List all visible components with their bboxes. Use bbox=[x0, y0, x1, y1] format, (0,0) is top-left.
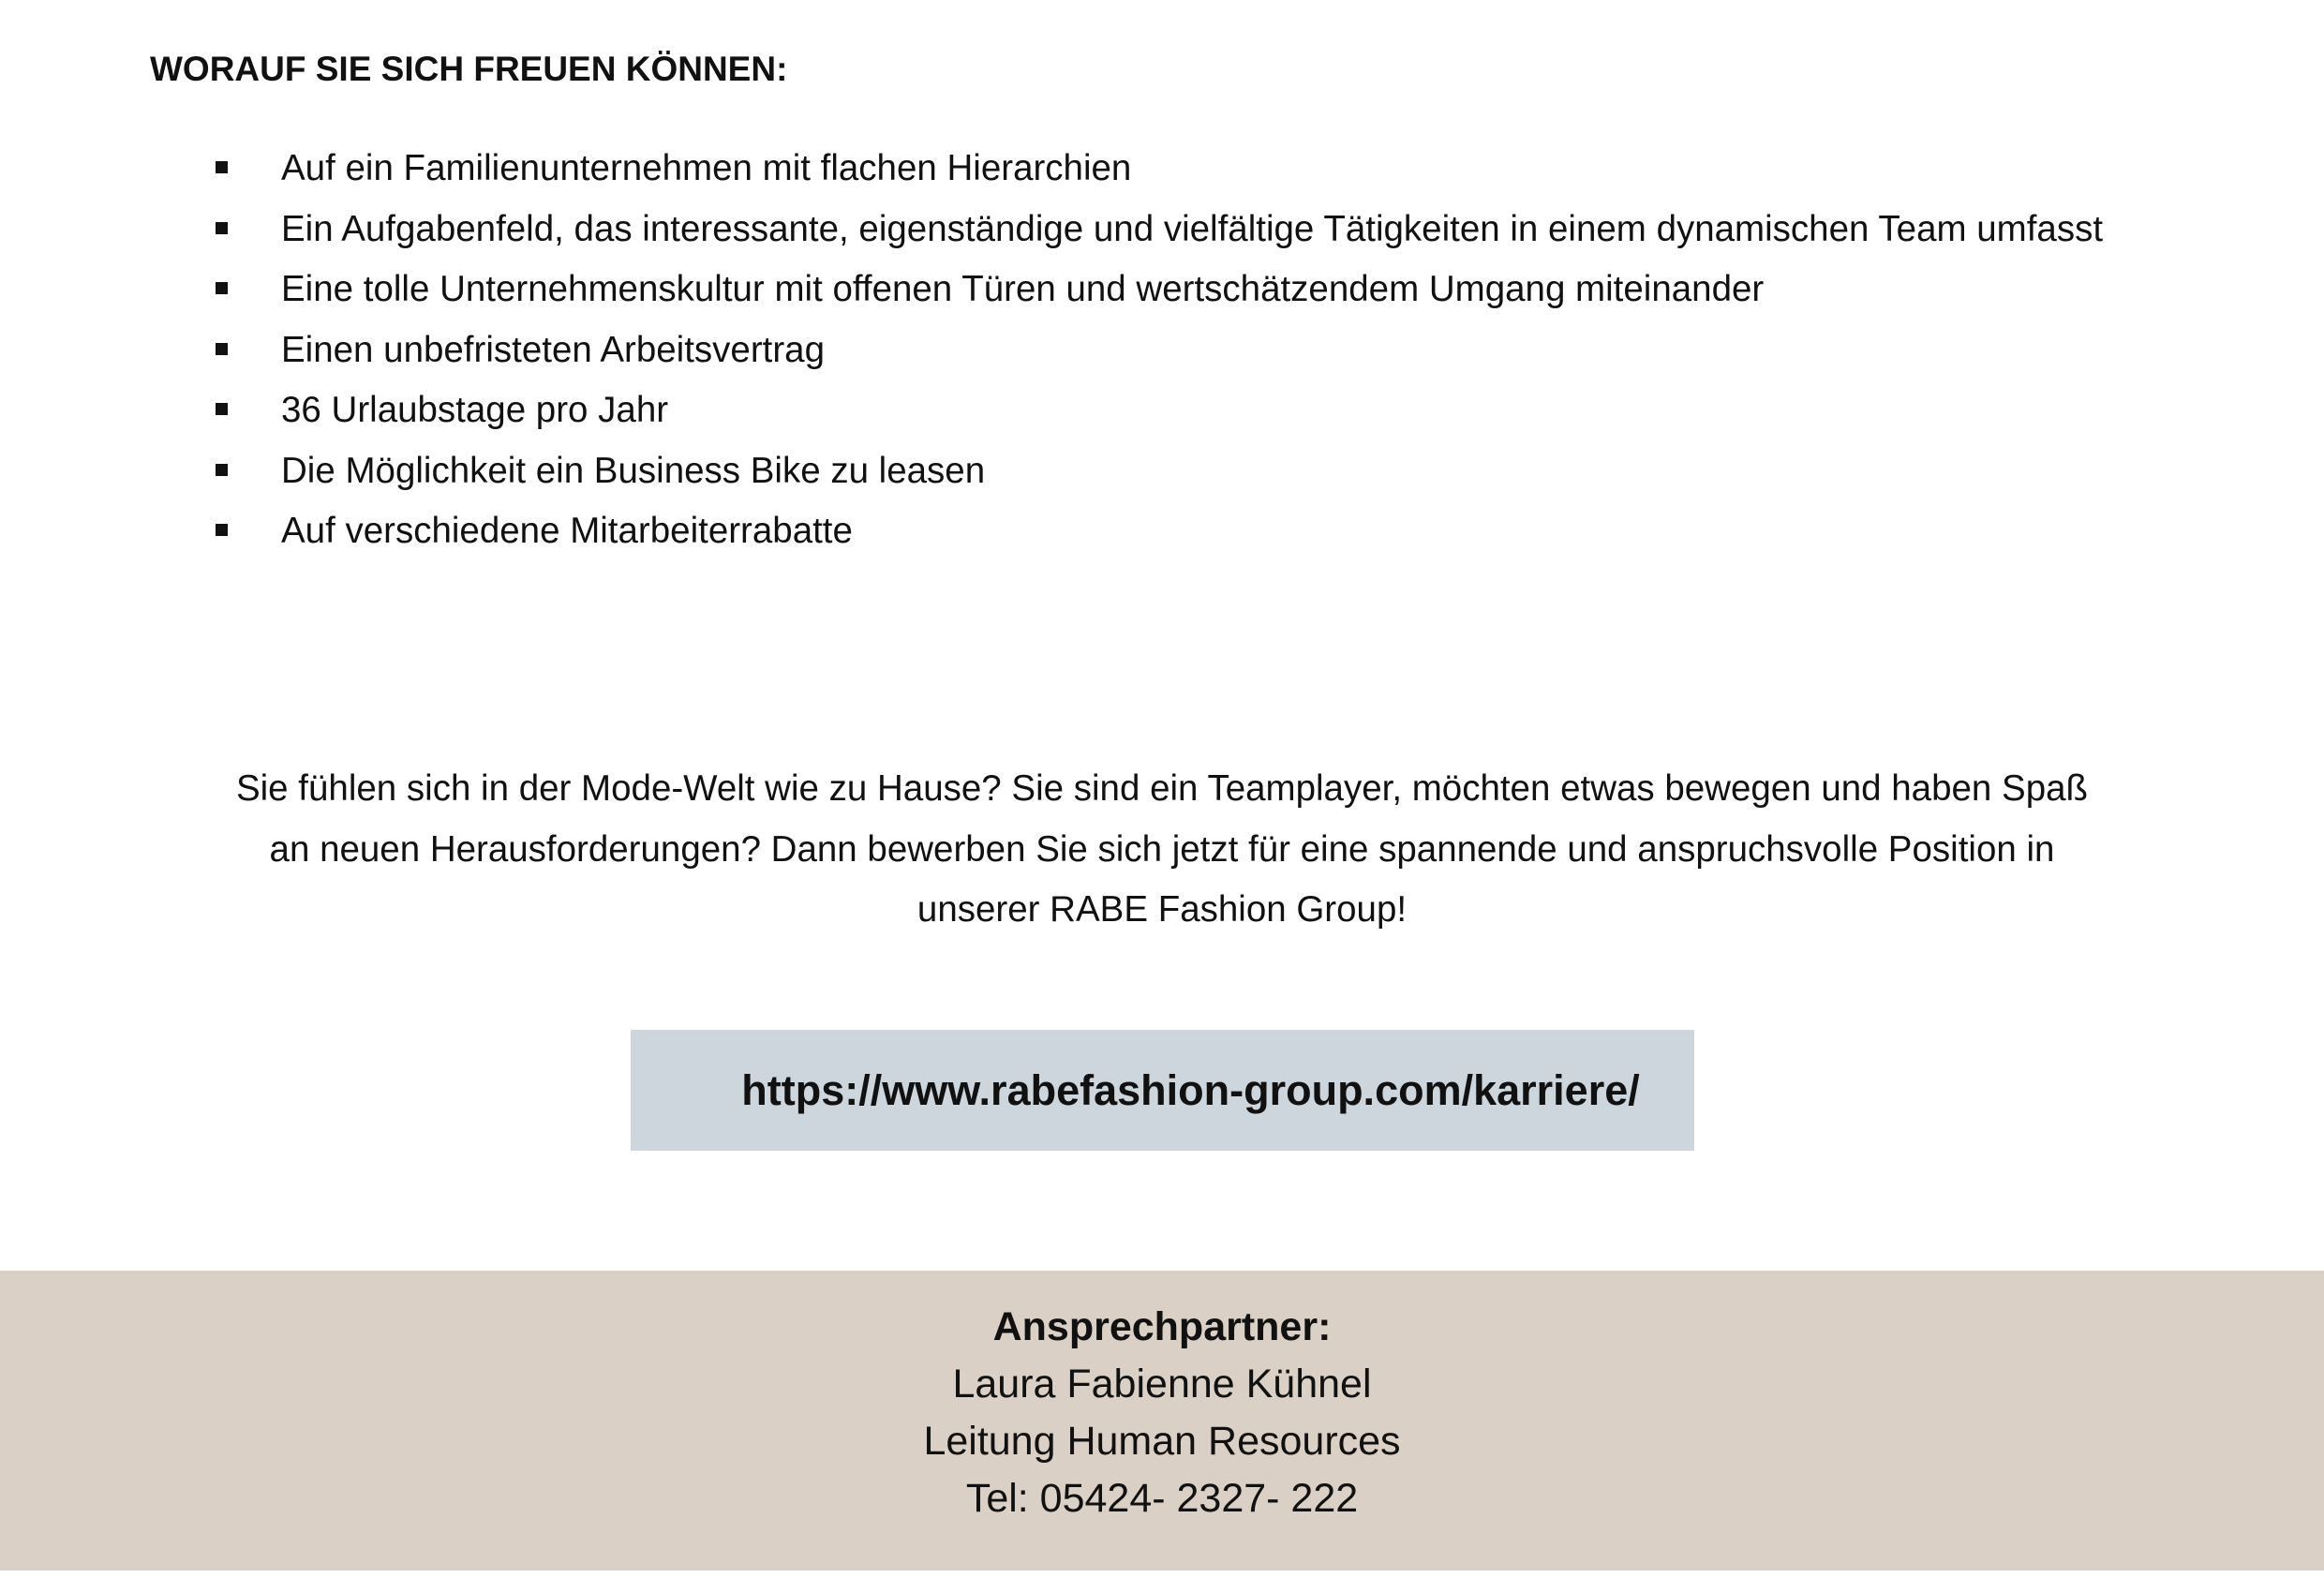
square-bullet-icon bbox=[216, 343, 228, 355]
invitation-line-2: an neuen Herausforderungen? Dann bewerben Sie sich jetzt für eine spannende und anspruchsvolle Position in bbox=[269, 828, 2055, 870]
benefit-text: Die Möglichkeit ein Business Bike zu leasen bbox=[281, 450, 986, 491]
contact-block bbox=[0, 1299, 2324, 1527]
invitation-paragraph bbox=[131, 759, 2193, 941]
square-bullet-icon bbox=[216, 222, 228, 234]
list-item bbox=[0, 200, 2324, 261]
square-bullet-icon bbox=[216, 403, 228, 415]
benefit-text: Ein Aufgabenfeld, das interessante, eigenständige und vielfältige Tätigkeiten in einem dynamischen Team umfasst bbox=[281, 208, 2104, 249]
square-bullet-icon bbox=[216, 524, 228, 536]
benefits-list bbox=[0, 139, 2324, 562]
contact-phone: Tel: 05424- 2327- 222 bbox=[965, 1476, 1359, 1521]
list-item bbox=[0, 501, 2324, 562]
contact-title: Ansprechpartner: bbox=[992, 1304, 1332, 1349]
career-link[interactable]: https://www.rabefashion-group.com/karriere/ bbox=[741, 1065, 1640, 1114]
square-bullet-icon bbox=[216, 161, 228, 173]
career-link-box bbox=[631, 1030, 1694, 1151]
list-item bbox=[0, 320, 2324, 381]
contact-role: Leitung Human Resources bbox=[923, 1419, 1401, 1464]
list-item bbox=[0, 441, 2324, 502]
list-item bbox=[0, 380, 2324, 441]
benefit-text: Auf verschiedene Mitarbeiterrabatte bbox=[281, 511, 853, 551]
contact-name: Laura Fabienne Kühnel bbox=[952, 1362, 1372, 1407]
benefit-text: Eine tolle Unternehmenskultur mit offenen Türen und wertschätzendem Umgang miteinander bbox=[281, 269, 1765, 309]
benefits-heading: WORAUF SIE SICH FREUEN KÖNNEN: bbox=[150, 50, 788, 88]
list-item bbox=[0, 260, 2324, 320]
square-bullet-icon bbox=[216, 282, 228, 294]
square-bullet-icon bbox=[216, 464, 228, 476]
invitation-line-3: unserer RABE Fashion Group! bbox=[916, 889, 1408, 930]
list-item bbox=[0, 139, 2324, 200]
invitation-line-1: Sie fühlen sich in der Mode-Welt wie zu Hause? Sie sind ein Teamplayer, möchten etwas bewegen und haben Spaß bbox=[235, 768, 2089, 809]
benefit-text: 36 Urlaubstage pro Jahr bbox=[281, 390, 669, 430]
benefit-text: Einen unbefristeten Arbeitsvertrag bbox=[281, 329, 825, 370]
benefit-text: Auf ein Familienunternehmen mit flachen Hierarchien bbox=[281, 148, 1132, 188]
